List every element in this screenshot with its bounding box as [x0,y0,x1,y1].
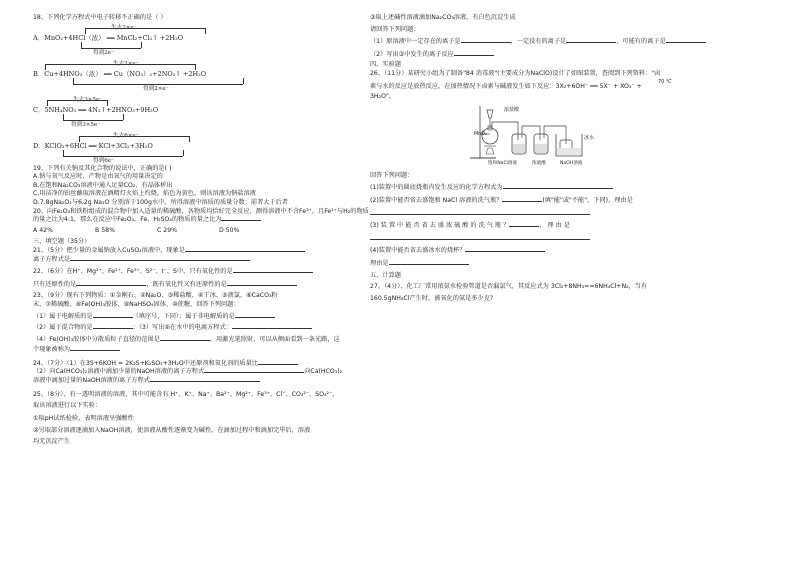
label-concentrated-hcl: 浓盐酸 [504,106,520,113]
q19-option-d: D.7.8gNa₂O₂与6.2g Na₂O 分别溶于100g水中，所得溶液中溶质的质量分数：前者大于后者 [33,198,289,206]
q26-part-2: (2)装置中能否省去盛饱和 NaCl 溶液的洗气瓶？ (填"能"或"不能"，下同)，理由是 [370,196,633,204]
section-3-heading: 三、填空题（35分） [33,238,91,246]
left-column [33,14,385,447]
label-conc-h2so4: 浓硫酸 [532,160,546,166]
q25-step-1: ①取pH试纸检验，表明溶液呈强酸性 [33,414,134,422]
q25-answer-2: （2）写出③中发生的离子反应 [370,51,768,60]
q18-d-eq: D．KClO₃+6HCl ══ KCl+3Cl₂+3H₂O [33,141,153,150]
q18-b-top: 失去2×e⁻ [113,60,139,67]
q18-b-eq: B．Cu+4HNO₃（浓） ══ Cu（NO₃）₂+2NO₂↑ +2H₂O [33,69,207,78]
q25-step-2: ②另取部分溶液逐滴加入NaOH溶液，使溶液从酸性逐渐变为碱性，在滴加过程中和滴加完毕后，溶液 [33,427,311,435]
q23-part-2-3: （2）属于混合物的是 ；（3）写出⑨在水中的电离方程式： [33,324,385,333]
q26-part-3: (3) 装 置 中 能 否 省 去 盛 浓 硫 酸 的 洗 气 瓶 ？ ， 理 由 是 [370,222,570,230]
q18-option-a [33,23,385,56]
q19-option-b: B.在饱和Na₂CO₃溶液中通入足量CO₂，有晶体析出 [33,181,173,189]
q18-d-top: 失去6×e⁻ [113,132,139,139]
q26-part-2-blank [370,210,768,219]
q25-line-2: 取该溶液进行以下实验： [33,402,102,410]
q26-line-3: 3H₂O"。 [370,93,395,101]
q26-part-4-reason: 理由是 [370,260,768,269]
q21-line-2: 离子方程式是 [33,256,385,265]
q18-b-bot: 得到2×e⁻ [143,85,169,92]
q22-line-1: 22、（6分）在H⁺、Mg²⁺、Fe²⁺、Fe³⁺、S²⁻、I⁻、S中，只有氧化性的是 [33,268,385,277]
q20-text-2: 的量之比为4:1，那么在反应中Fe₂O₃、Fe、H₂SO₄的物质的量之比为 [33,216,385,225]
q26-line-1: 26、（11分）某研究小组为了制备"84 消毒液"(主要成分为NaClO)设计了如图装置，查阅到下列资料："卤 [370,69,661,77]
q23-part-4-cont: 个现象被称为 [33,346,385,355]
q19-title: 19、下列有关钠及其化合物的说法中，正确的是( ) [33,164,172,172]
q20-options: A 42% B 58% C 29% D 50% [33,226,240,234]
q23-line-1: 23、（9分）现有下列物质：①金刚石、②Na₂O、③稀盐酸、④干冰、⑤液氯、⑥CaCO₃粉 [33,292,278,300]
q21-line-1: 21、（5分）把少量的金属钠放入CuSO₄溶液中，现象是 [33,247,385,256]
right-column [370,14,768,303]
label-naoh-solution: NaOH溶液 [560,160,583,166]
q18-a-top: 失去2×e⁻ [111,24,137,31]
q18-a-bot: 得到2e⁻ [93,49,115,56]
q26-part-3-blank [370,235,768,244]
q23-part-4: （4）Fe(OH)₃胶体中分散质粒子直径的范围是 ，用激光笔照射，可以从侧面看到一条光路，这 [33,335,340,343]
label-ice-water: 冰水 [584,134,595,141]
q19-option-c: C.用洁净的铂丝蘸取溶液在酒精灯火焰上灼烧，焰色为黄色，则该溶液为钠盐溶液 [33,190,256,198]
q20-text-1: 20、向Fe₂O₃和铁粉组成的混合物中加入适量的稀硫酸，各物质均恰好完全反应，测得溶液中不含Fe³⁺，且Fe²⁺与H₂的物质 [33,207,369,215]
q25-ask: 请回答下列问题： [370,25,420,33]
label-mno2: MnO₂ [474,131,487,137]
q18-c-eq: C．5NH₄NO₃ ══ 4N₂↑+2HNO₃+9H₂O [33,105,159,114]
section-5-heading: 五、计算题 [370,271,401,279]
q24-line-2: （2）向Ca(HCO₃)₂溶液中滴加少量的NaOH溶液的离子方程式 向Ca(HCO₃)₂ [33,368,343,376]
q23-line-2: 末、⑦稀硫酸、⑧Fe(OH)₃胶体、⑨NaHSO₄固体、⑩蔗糖，回答下列问题： [33,300,240,308]
q26-temp-label: 70 ℃ [658,78,672,85]
q18-c-top: 失去3×5e⁻ [73,96,103,103]
q26-ask: 回答下列问题： [370,171,414,179]
q24-line-3: 溶液中滴加过量的NaOH溶液的离子方程式 [33,377,385,386]
q27-line-1: 27、（4分）、化工厂常用浓氨水检验管道是否漏氯气，其反应式为 3Cl₂+8NH₃==6NH₄Cl+N₂，当有 [370,283,648,291]
apparatus-diagram [370,104,768,168]
q18-option-c [33,95,385,128]
q18-title: 18、下列化学方程式中电子转移不正确的是（ ） [33,14,167,21]
q18-c-bot: 得到3×5e⁻ [71,121,101,128]
q22-line-2: 只有还原性的是 ，既有氧化性又有还原性的是 [33,281,385,290]
q18-option-b [33,59,385,92]
q23-part-1: （1）属于电解质的是 （填序号，下同）；属于非电解质的是 [33,313,385,322]
q18-a-eq: A．MnO₂+4HCl（浓） ══ MnCl₂+Cl₂↑ +2H₂O [33,33,184,42]
q25-answer-1: （1）原溶液中一定存在的离子是 ，一定没有的离子是 ，可能有的离子是 [370,38,768,47]
q25-step-2-cont: 均无沉淀产生 [33,438,71,446]
q25-step-3: ③取上述碱性溶液滴加Na₂CO₃溶液，有白色沉淀生成 [370,14,516,21]
q26-part-1: (1)装置中的圆底烧瓶内发生反应的化学方程式为 [370,184,768,193]
q18-option-d [33,131,385,164]
q26-line-2: 素与水的反应是放热反应，在加热情况下卤素与碱液发生如下反应：3X₂+6OH⁻ ══ 5X⁻ + XO₃⁻ + 70 ℃ [370,78,672,90]
section-4-heading: 四、实验题 [370,61,401,69]
q24-line-1: 24、（7分）（1）在3S+6KOH = 2K₂S+K₂SO₃+3H₂O中还原剂和氧化剂的质量比 [33,360,385,369]
q27-line-2: 160.5gNH₄Cl产生时，被氧化的氨是多少克? [370,294,494,302]
q19-option-a: A.钠与氧气反应时，产物是由氧气的用量决定的 [33,173,163,181]
q26-part-4: (4)装置中能否省去盛冰水的烧杯？ [370,247,768,256]
label-saturated-nacl: 饱和NaCl溶液 [488,160,518,166]
q18-d-bot: 得到6e⁻ [93,157,115,164]
q25-line-1: 25、（8分）、有一透明溶液的溶液，其中可能含有 H⁺、K⁺、Na⁺、Ba²⁺、Mg²⁺、Fe³⁺、Cl⁻、CO₃²⁻、SO₄²⁻， [33,390,339,398]
